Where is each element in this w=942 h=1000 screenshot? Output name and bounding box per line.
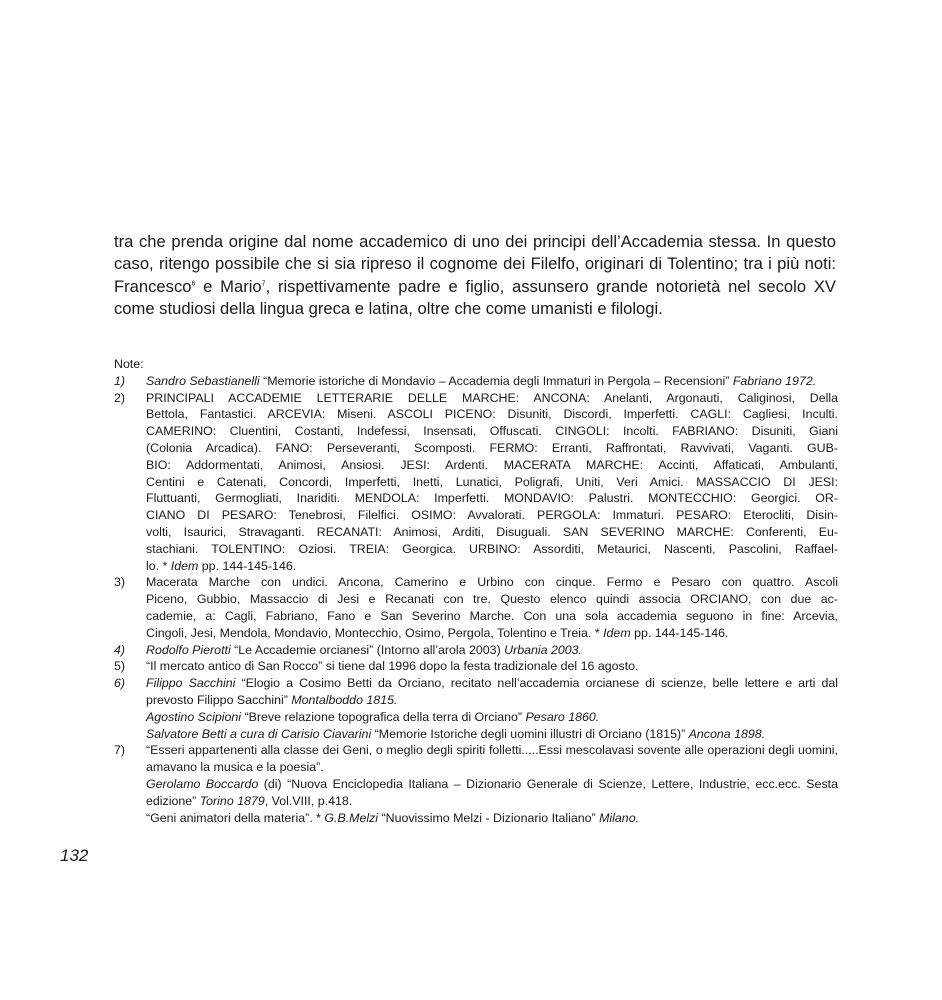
footnote-2 [114,390,838,575]
body-text-part: tra che prenda origine dal nome accademico di uno dei principi dell’Accademia stessa. In questo caso, ritengo possibile che si sia ripreso il cognome dei Filelfo, originari di Tolentino; tra i più noti: Francesco [114,232,836,296]
quotation: “Esseri appartenenti alla classe dei Geni, o meglio degli spiriti folletti.....Essi mescolavasi sovente alle operazioni degli uomini, amavano la musica e la poesia”. [146,743,838,775]
author: Agostino Scipioni [146,709,242,724]
footnote-body [146,390,838,575]
footnote-body [146,574,838,641]
footnote-line: PRINCIPALI ACCADEMIE LETTERARIE DELLE MARCHE: ANCONA: Anelanti, Argonauti, Caliginosi, Della [146,390,838,405]
footnote-number: 4) [114,642,126,657]
author: Sandro Sebastianelli [146,373,260,388]
footnote-line: volti, Isaurici, Stravaganti. RECANATI: Animosi, Arditi, Disuguali. SAN SEVERINO MARCHE: Conferenti, Eu- [146,524,838,539]
footnote-line: BIO: Addormentati, Animosi, Ansiosi. JESI: Ardenti. MACERATA MARCHE: Accinti, Affaticati, Ambulanti, [146,457,838,472]
footnote-line: stachiani. TOLENTINO: Oziosi. TREIA: Georgica. URBINO: Assorditi, Metaurici, Nascenti, Pascolini, Raffael- [146,541,838,556]
footnote-line [146,558,838,575]
footnote-line: Fluttuanti, Germogliati, Inariditi. MENDOLA: Imperfetti. MONDAVIO: Palustri. MONTECCHIO: Georgici. OR- [146,491,838,506]
footnote-ref-6[interactable]: 6 [191,280,196,288]
publication: Ancona 1898. [688,726,766,741]
footnote-body [146,642,838,659]
footnote-line [146,625,838,642]
footnote-number: 7) [114,743,126,758]
body-text-part: e Mario [195,276,262,296]
footnote-line: (Colonia Arcadica). FANO: Perseveranti, Scomposti. FERMO: Erranti, Raffrontati, Ravvivati, Vaganti. GUB- [146,440,838,455]
footnote-3 [114,574,838,641]
citation [146,726,838,743]
publication: Fabriano 1972. [732,373,817,388]
author: Rodolfo Pierotti [146,642,231,657]
body-paragraph [114,231,836,321]
title: “Memorie istoriche di Mondavio – Accademia degli Immaturi in Pergola – Recensioni” [259,373,730,388]
volume: , Vol.VIII, p.418. [264,793,353,808]
footnote-line: CIANO DI PESARO: Tenebrosi, Filelfici. OSIMO: Avvalorati. PERGOLA: Immaturi. PESARO: Eterocliti, Disin- [146,508,838,523]
publication: Urbania 2003. [504,642,582,657]
title: “Elogio a Cosimo Betti da Orciano, recitato nell’accademia orcianese di scienze, belle lettere e arti dal prevosto Filippo Sacchini” [146,676,838,707]
title: “Breve relazione topografica della terra di Orciano” [241,709,526,724]
footnote-line: Macerata Marche con undici. Ancona, Camerino e Urbino con cinque. Fermo e Pesaro con quattro. Ascoli [146,575,838,590]
line-text: lo. * [146,558,171,573]
idem: Idem [170,558,199,573]
title: “Le Accademie orcianesi” (Intorno all’arola 2003) [230,642,505,657]
footnote-7 [114,742,838,826]
idem: Idem [603,625,631,640]
quotation: “Geni animatori della materia”. * [146,810,325,825]
notes-heading: Note: [114,357,144,371]
footnote-body: “Il mercato antico di San Rocco” si tiene dal 1996 dopo la festa tradizionale del 16 agosto. [146,659,639,674]
footnote-number: 3) [114,575,126,590]
title: (di) “Nuova Enciclopedia Italiana – Dizionario Generale di Scienze, Lettere, Industrie, ecc.ecc. Sesta edizione” [146,776,838,808]
citation [146,776,838,810]
author: Salvatore Betti a cura di Carisio Ciavarini [146,726,372,741]
publication: Torino 1879 [199,793,265,808]
footnote-body [146,675,838,742]
footnote-line: Bettola, Fantastici. ARCEVIA: Miseni. ASCOLI PICENO: Disuniti, Discordi, Imperfetti. CAGLI: Cagliesi, Inculti. [146,407,838,422]
title: “Nuovissimo Melzi - Dizionario Italiano” [378,810,600,825]
author: Gerolamo Boccardo [146,776,259,791]
footnote-body [146,742,838,826]
citation [146,810,838,827]
footnote-ref-7[interactable]: 7 [261,280,266,288]
footnote-line: cademie, a: Cagli, Fabriano, Fano e San Severino Marche. Con una sola accademia seguono in fine: Arcevia, [146,608,838,623]
publication: Milano. [599,810,640,825]
title: “Memorie Istoriche degli uomini illustri di Orciano (1815)” [371,726,689,741]
footnote-body [146,373,838,390]
body-text-part: , rispettivamente padre e figlio, assunsero grande notorietà nel secolo XV come studiosi della lingua greca e latina, oltre che come umanisti e filologi. [114,276,836,319]
footnote-1 [114,373,838,390]
footnote-line: Piceno, Gubbio, Massaccio di Jesi e Recanati con tre. Questo elenco quindi associa ORCIANO, con due ac- [146,592,838,607]
publication: Montalboddo 1815. [291,692,398,707]
author: G.B.Melzi [324,810,379,825]
footnote-line: Centini e Catenati, Concordi, Imperfetti, Inetti, Lunatici, Poligrafi, Uniti, Veri Amici. MASSACCIO DI JESI: [146,474,838,489]
footnote-5 [114,658,838,675]
pages: pp. 144-145-146. [198,558,297,573]
page-number: 132 [60,846,89,865]
footnotes-section [114,356,838,826]
footnote-line: CAMERINO: Cluentini, Costanti, Indefessi, Insensati, Offuscati. CINGOLI: Incolti. FABRIANO: Disuniti, Giani [146,424,838,439]
footnote-number: 2) [114,390,126,405]
footnote-number: 5) [114,659,126,674]
footnote-number: 1) [114,373,126,388]
pages: pp. 144-145-146. [630,625,729,640]
publication: Pesaro 1860. [525,709,600,724]
footnote-number: 6) [114,676,126,691]
footnote-4 [114,642,838,659]
footnote-6 [114,675,838,742]
citation [146,709,838,726]
author: Filippo Sacchini [146,676,236,691]
line-text: Cingoli, Jesi, Mendola, Mondavio, Montecchio, Osimo, Pergola, Tolentino e Treia. * [146,625,604,640]
citation [146,675,838,709]
